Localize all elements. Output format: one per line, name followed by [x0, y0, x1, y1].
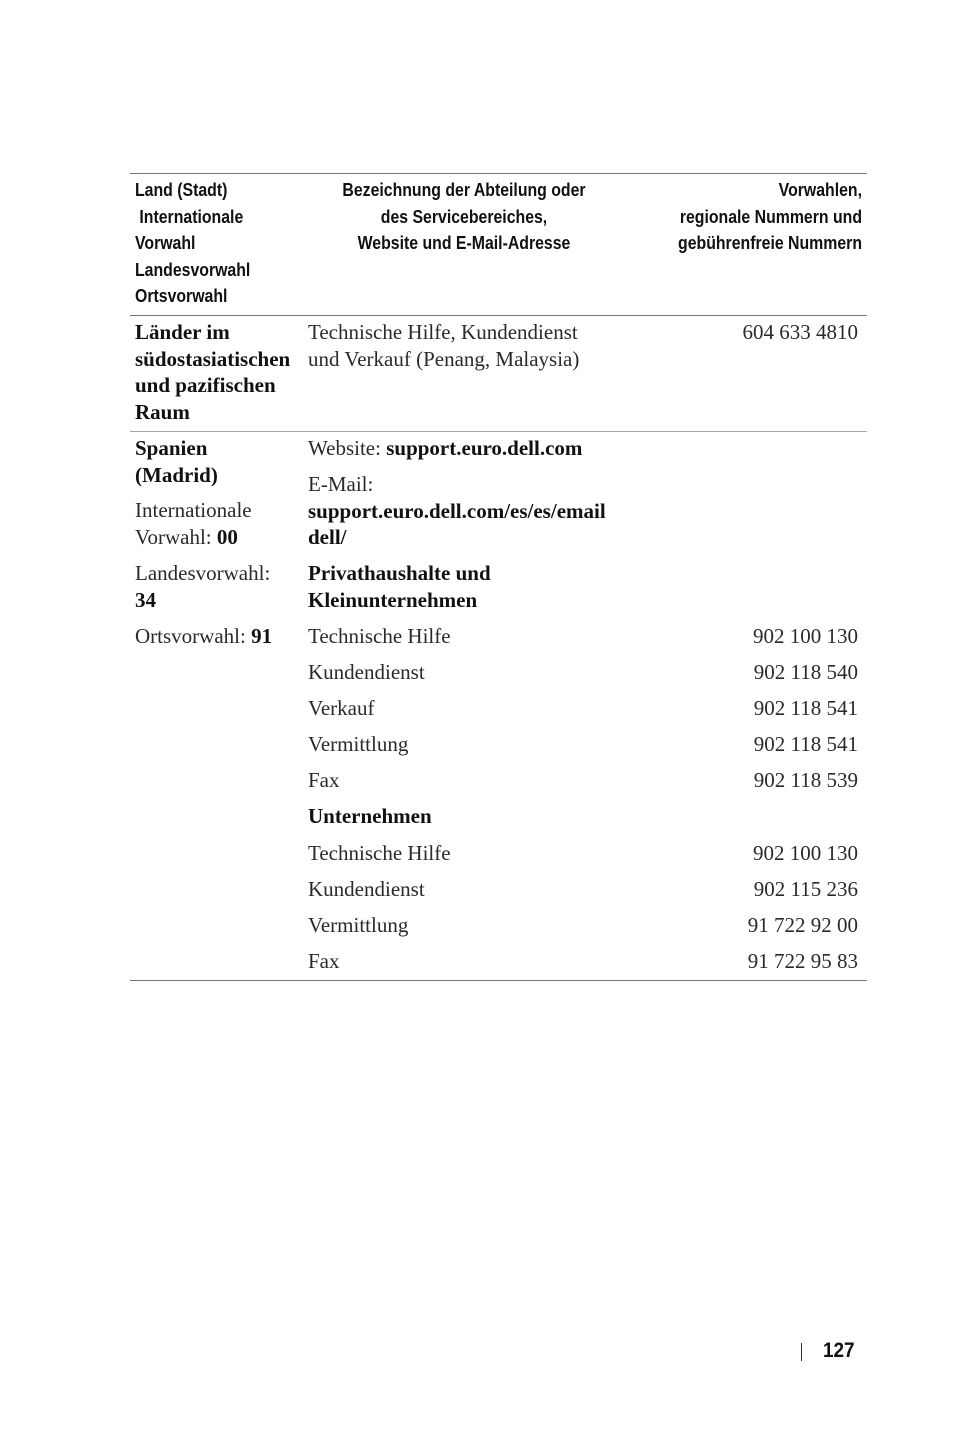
service-label: Kundendienst — [308, 877, 425, 901]
row-divider — [130, 431, 867, 432]
phone-number: 902 100 130 — [753, 624, 858, 648]
service-label: Fax — [308, 949, 340, 973]
phone-number: 902 118 539 — [753, 768, 858, 792]
page-number-separator — [801, 1343, 802, 1361]
service-label: Technische Hilfe — [308, 624, 451, 648]
email-block: E-Mail: support.euro.dell.com/es/es/email dell/ — [308, 472, 606, 549]
service-label: Vermittlung — [308, 732, 409, 756]
phone-number: 91 722 95 83 — [747, 949, 858, 973]
phone-number: 902 118 541 — [753, 696, 858, 720]
country-spain: Spanien (Madrid) — [135, 436, 218, 487]
header-bottom-rule — [130, 315, 867, 316]
website-line: Website: support.euro.dell.com — [308, 436, 583, 460]
service-label: Verkauf — [308, 696, 375, 720]
service-asia-pacific: Technische Hilfe, Kundendienst und Verkauf (Penang, Malaysia) — [308, 320, 580, 371]
header-department: Bezeichnung der Abteilung oder des Servicebereiches, Website und E-Mail-Adresse — [342, 180, 586, 253]
email-link[interactable]: support.euro.dell.com/es/es/email dell/ — [308, 498, 606, 549]
section-home-small-business: Privathaushalte und Kleinunternehmen — [308, 561, 491, 612]
intl-prefix: Internationale Vorwahl: 00 — [135, 498, 252, 549]
phone-number: 902 118 540 — [753, 660, 858, 684]
phone-number: 91 722 92 00 — [747, 913, 858, 937]
service-label: Technische Hilfe — [308, 841, 451, 865]
country-code: Landesvorwahl: 34 — [135, 561, 271, 612]
table-bottom-rule — [130, 980, 867, 981]
section-business: Unternehmen — [308, 804, 432, 828]
website-link[interactable]: support.euro.dell.com — [386, 436, 583, 460]
table-top-rule — [130, 173, 867, 174]
phone-number: 902 100 130 — [753, 841, 858, 865]
header-country: Land (Stadt) Internationale Vorwahl Landesvorwahl Ortsvorwahl — [135, 180, 251, 306]
number-asia-pacific: 604 633 4810 — [742, 320, 858, 344]
phone-number: 902 118 541 — [753, 732, 858, 756]
page-number: 127 — [823, 1339, 855, 1362]
header-numbers: Vorwahlen, regionale Nummern und gebührenfreie Nummern — [678, 180, 862, 253]
service-label: Fax — [308, 768, 340, 792]
phone-number: 902 115 236 — [753, 877, 858, 901]
service-label: Vermittlung — [308, 913, 409, 937]
country-asia-pacific: Länder im südostasiatischen und pazifischen Raum — [135, 320, 291, 424]
service-label: Kundendienst — [308, 660, 425, 684]
area-code: Ortsvorwahl: 91 — [135, 624, 273, 648]
